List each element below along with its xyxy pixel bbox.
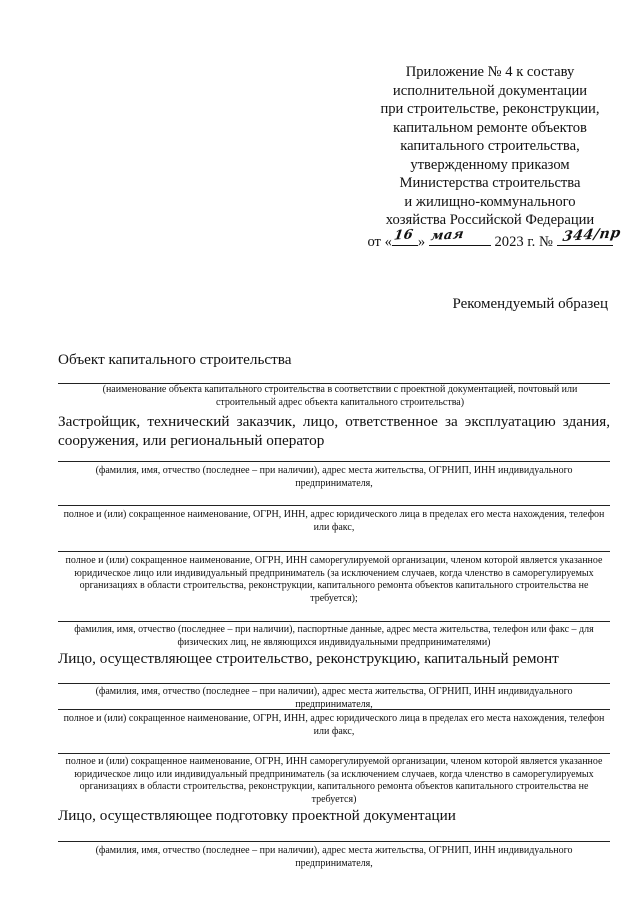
developer-note: полное и (или) сокращенное наименование, ОГРН, ИНН, адрес юридического лица в пределах его места нахождения, телефон или факс, bbox=[63, 509, 605, 533]
approval-line: хозяйства Российской Федерации bbox=[385, 212, 595, 228]
fill-line bbox=[58, 551, 610, 552]
approval-line: Министерства строительства bbox=[399, 175, 581, 191]
fill-line bbox=[58, 505, 610, 506]
developer-note: полное и (или) сокращенное наименование, ОГРН, ИНН саморегулируемой организации, членом которой является указанное юридическое лицо или индивидуальный предприниматель (за исключением случаев, когда членство в саморегулируемых организациях в области строительства, реконструкции, капитального ремонта объектов капитального строительства не требуется); bbox=[65, 555, 603, 604]
fill-line bbox=[58, 683, 610, 684]
approval-line: капитального строительства, bbox=[400, 138, 580, 154]
sample-label: Рекомендуемый образец bbox=[452, 296, 608, 312]
fill-line bbox=[58, 753, 610, 754]
month-field bbox=[429, 226, 491, 246]
approval-block bbox=[340, 63, 640, 251]
approval-line: утвержденному приказом bbox=[410, 156, 570, 173]
handwritten-month: мая bbox=[429, 226, 465, 244]
builder-note: полное и (или) сокращенное наименование, ОГРН, ИНН саморегулируемой организации, членом которой является указанное юридическое лицо или индивидуальный предприниматель (за исключением случаев, когда членство в саморегулируемых организациях в области строительства, реконструкции, капитального ремонта объектов капитального строительства не требуется) bbox=[65, 756, 603, 805]
developer-note: (фамилия, имя, отчество (последнее – при наличии), адрес места жительства, ОГРНИП, ИНН индивидуального предпринимателя, bbox=[95, 465, 573, 489]
approval-line: при строительстве, реконструкции, bbox=[380, 101, 600, 117]
builder-note: полное и (или) сокращенное наименование, ОГРН, ИНН, адрес юридического лица в пределах его места нахождения, телефон или факс, bbox=[63, 713, 605, 737]
developer-title: Застройщик, технический заказчик, лицо, ответственное за эксплуатацию здания, сооружения, или региональный оператор bbox=[58, 413, 610, 449]
approval-line: и жилищно-коммунального bbox=[404, 193, 576, 210]
builder-title: Лицо, осуществляющее строительство, реконструкцию, капитальный ремонт bbox=[58, 650, 559, 667]
fill-line bbox=[58, 841, 610, 842]
year-suffix: 2023 г. № bbox=[494, 233, 553, 250]
date-mid: » bbox=[417, 233, 426, 250]
number-field bbox=[557, 224, 622, 246]
approval-line: капитальном ремонте объектов bbox=[393, 119, 587, 136]
handwritten-number: 344/пр bbox=[561, 224, 622, 245]
designer-title: Лицо, осуществляющее подготовку проектной документации bbox=[58, 807, 456, 824]
order-date-line bbox=[340, 224, 640, 252]
handwritten-day: 16 bbox=[392, 226, 415, 244]
developer-note: фамилия, имя, отчество (последнее – при наличии), паспортные данные, адрес места жительства, телефон или факс – для физических лиц, не являющихся индивидуальными предпринимателями) bbox=[74, 624, 594, 648]
approval-line: Приложение № 4 к составу bbox=[405, 64, 575, 80]
fill-line bbox=[58, 621, 610, 622]
object-note: (наименование объекта капитального строительства в соответствии с проектной документацией, почтовый или строительный адрес объекта капитального строительства) bbox=[102, 384, 578, 408]
builder-note: (фамилия, имя, отчество (последнее – при наличии), адрес места жительства, ОГРНИП, ИНН индивидуального предпринимателя, bbox=[95, 686, 573, 710]
date-prefix: от « bbox=[367, 233, 392, 250]
approval-line: исполнительной документации bbox=[392, 82, 588, 99]
fill-line bbox=[58, 709, 610, 710]
fill-line bbox=[58, 461, 610, 462]
designer-note: (фамилия, имя, отчество (последнее – при наличии), адрес места жительства, ОГРНИП, ИНН индивидуального предпринимателя, bbox=[95, 845, 573, 869]
day-field bbox=[392, 226, 418, 246]
object-title: Объект капитального строительства bbox=[58, 351, 292, 368]
